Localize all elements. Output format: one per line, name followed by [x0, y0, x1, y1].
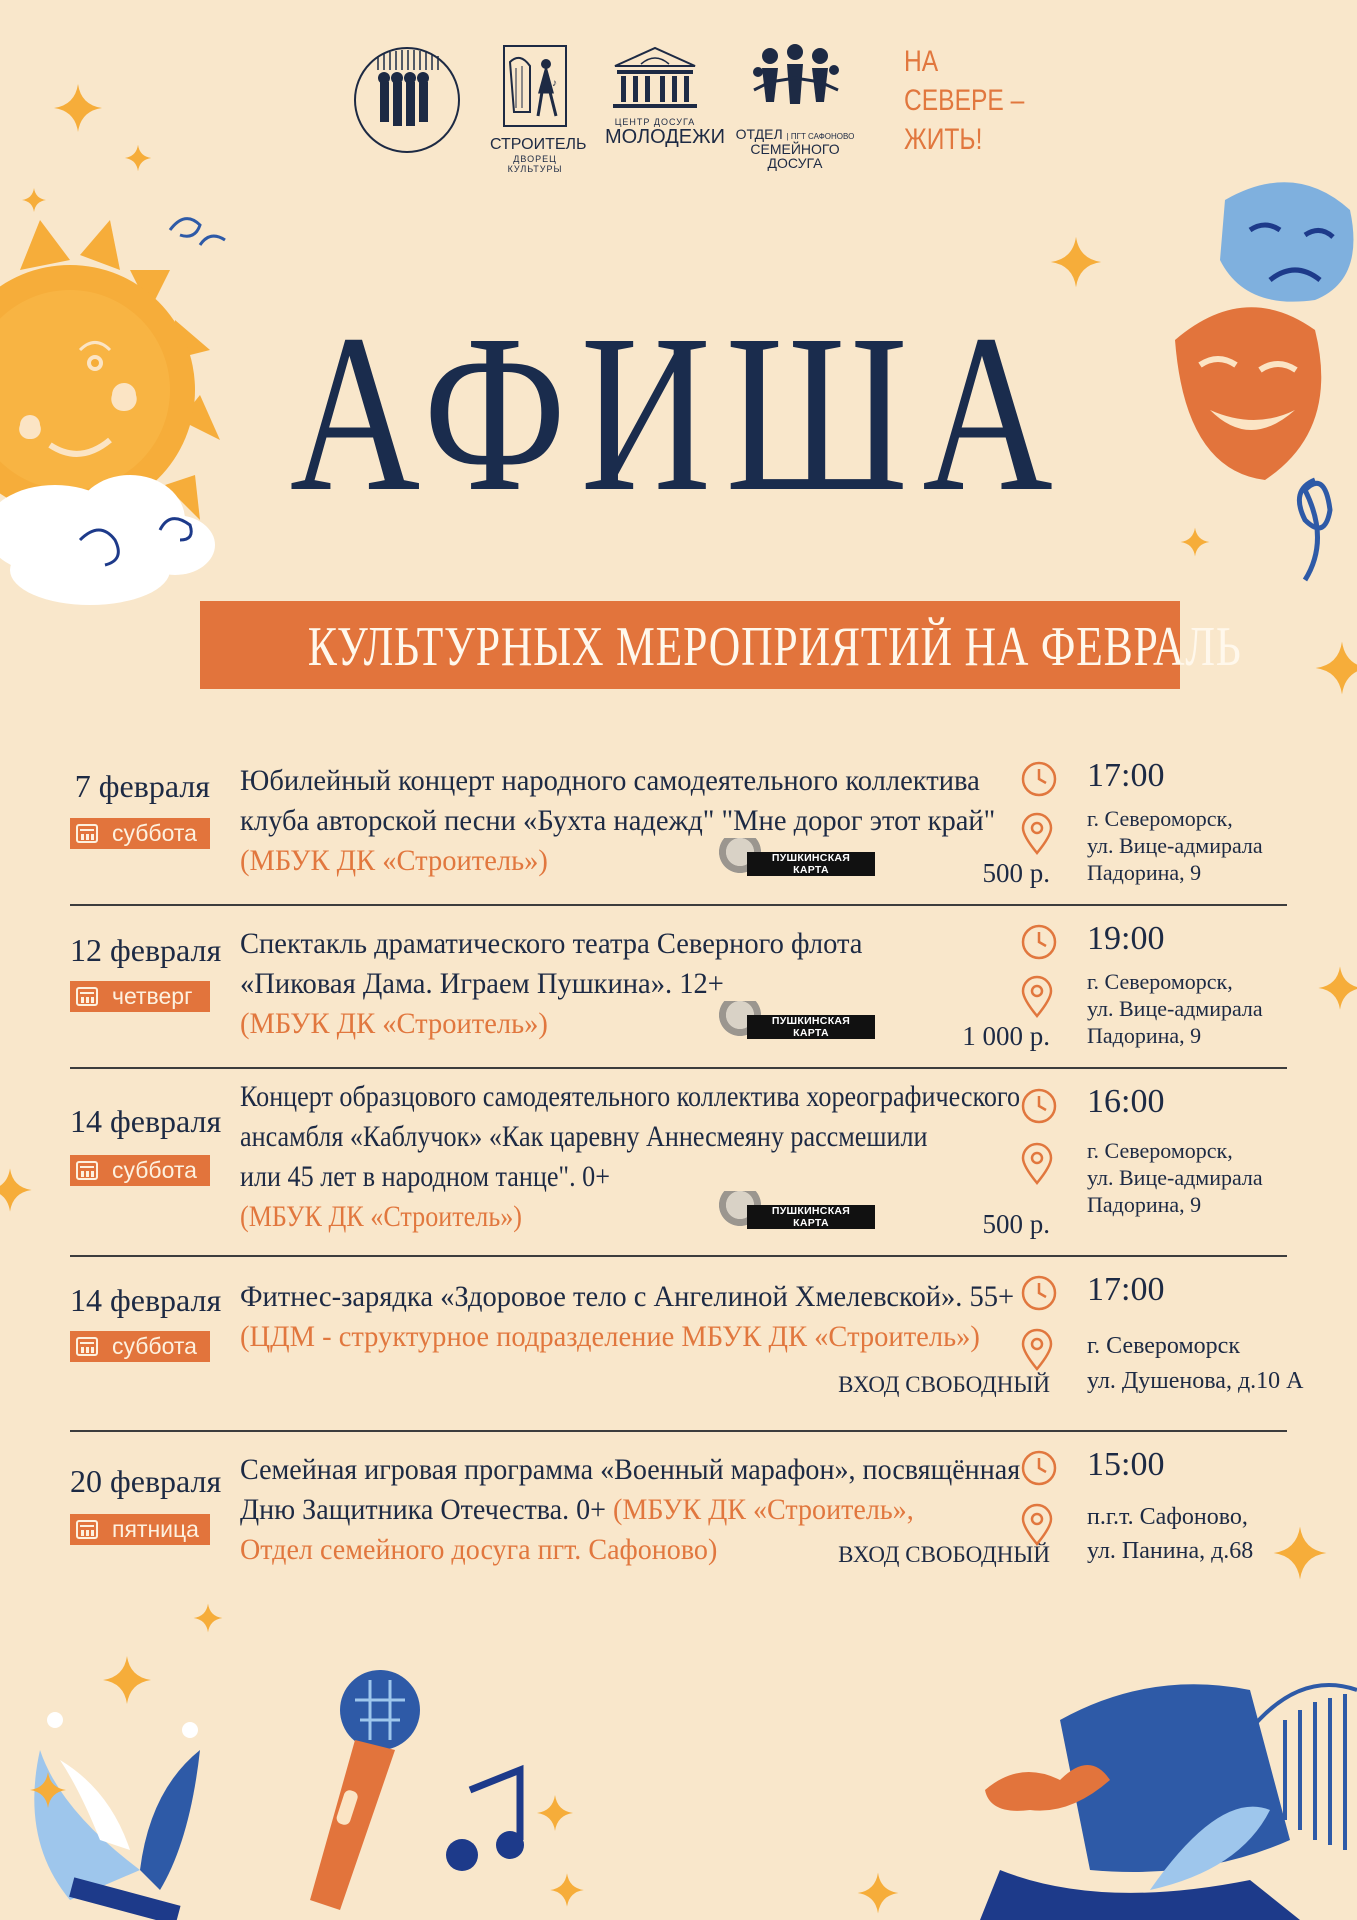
address-line: ул. Панина, д.68 — [1087, 1538, 1254, 1564]
event-weekday-badge — [70, 1514, 210, 1545]
address-line: п.г.т. Сафоново, — [1087, 1504, 1248, 1530]
event-desc-line: Фитнес-зарядка «Здоровое тело с Ангелиной Хмелевской». 55+ — [240, 1280, 1015, 1313]
pushkin-card-line-1: ПУШКИНСКАЯ — [771, 852, 851, 864]
location-pin-icon — [1020, 812, 1054, 856]
event-date: 14 февраля — [70, 1282, 222, 1318]
address-line: г. Североморск, — [1087, 1138, 1233, 1163]
event-weekday: суббота — [112, 820, 197, 846]
event-price: 1 000 р. — [962, 1021, 1050, 1051]
event-weekday: суббота — [112, 1333, 197, 1359]
pushkin-card-line-1: ПУШКИНСКАЯ — [771, 1015, 851, 1027]
event-desc-line: ансамбля «Каблучок» «Как царевну Аннесмеяну рассмешили — [240, 1120, 928, 1153]
event-weekday: четверг — [112, 983, 193, 1009]
event-organizer: (МБУК ДК «Строитель», — [613, 1493, 914, 1526]
stroitel-logo-subtitle: ДВОРЕЦ КУЛЬТУРЫ — [507, 153, 563, 174]
location-pin-icon — [1020, 1142, 1054, 1186]
clock-icon — [1020, 1087, 1058, 1125]
event-weekday-badge — [70, 818, 210, 849]
event-desc-line: Дню Защитника Отечества. 0+ — [240, 1493, 614, 1526]
event-date: 20 февраля — [70, 1463, 222, 1499]
slogan-line-3: ЖИТЬ! — [904, 123, 983, 156]
family-leisure-logo: ОТДЕЛ | ПГТ САФОНОВО СЕМЕЙНОГО ДОСУГА — [730, 42, 860, 171]
pushkin-card-line-2: КАРТА — [793, 1217, 829, 1229]
calendar-icon — [76, 1520, 98, 1539]
clock-icon — [1020, 1449, 1058, 1487]
stroitel-logo-name: СТРОИТЕЛЬ — [490, 136, 587, 153]
event-price: ВХОД СВОБОДНЫЙ — [838, 1542, 1050, 1567]
event-desc-line: Концерт образцового самодеятельного коллектива хореографического — [240, 1080, 1021, 1113]
event-divider — [70, 1255, 1287, 1257]
event-address — [1087, 1500, 1253, 1568]
event-weekday-badge — [70, 1155, 210, 1186]
event-organizer: Отдел семейного досуга пгт. Сафоново) — [240, 1533, 718, 1566]
event-address — [1087, 805, 1263, 886]
address-line: Падорина, 9 — [1087, 860, 1202, 885]
event-time: 19:00 — [1087, 920, 1165, 957]
location-pin-icon — [1020, 975, 1054, 1019]
event-weekday: суббота — [112, 1157, 197, 1183]
event-weekday-badge — [70, 1331, 210, 1362]
event-organizer: (МБУК ДК «Строитель») — [240, 844, 548, 877]
event-organizer: (МБУК ДК «Строитель») — [240, 1007, 548, 1040]
calendar-icon — [76, 1337, 98, 1356]
clock-icon — [1020, 923, 1058, 961]
slogan-line-2: СЕВЕРЕ – — [904, 84, 1025, 117]
event-desc-line: Спектакль драматического театра Северного флота — [240, 927, 863, 960]
event-divider — [70, 1430, 1287, 1432]
address-line: ул. Вице-адмирала — [1087, 833, 1263, 858]
event-divider — [70, 904, 1287, 906]
event-organizer: (ЦДМ - структурное подразделение МБУК ДК «Строитель») — [240, 1320, 980, 1353]
address-line: ул. Вице-адмирала — [1087, 996, 1263, 1021]
pushkin-card-line-2: КАРТА — [793, 864, 829, 876]
event-date: 14 февраля — [70, 1103, 222, 1139]
poster-title: АФИША — [289, 288, 1068, 538]
address-line: ул. Вице-адмирала — [1087, 1165, 1263, 1190]
event-time: 17:00 — [1087, 1271, 1165, 1308]
family-logo-line2: СЕМЕЙНОГО ДОСУГА — [750, 140, 840, 172]
subtitle-banner — [200, 601, 1242, 689]
event-date: 12 февраля — [70, 932, 222, 968]
address-line: г. Североморск, — [1087, 969, 1233, 994]
event-price: 500 р. — [982, 858, 1050, 888]
cdm-logo-top: ЦЕНТР ДОСУГА — [614, 117, 696, 127]
event-desc-line: клуба авторской песни «Бухта надежд" "Мне дорог этот край" — [240, 804, 996, 837]
pushkin-card-line-1: ПУШКИНСКАЯ — [771, 1205, 851, 1217]
poster-subtitle: КУЛЬТУРНЫХ МЕРОПРИЯТИЙ НА ФЕВРАЛЬ — [307, 616, 1242, 678]
event-desc-line: Семейная игровая программа «Военный марафон», посвящённая — [240, 1453, 1021, 1486]
address-line: г. Североморск — [1087, 1333, 1240, 1359]
event-price: ВХОД СВОБОДНЫЙ — [838, 1372, 1050, 1397]
event-divider — [70, 1067, 1287, 1069]
clock-icon — [1020, 1274, 1058, 1312]
event-organizer: (МБУК ДК «Строитель») — [240, 1200, 523, 1233]
location-pin-icon — [1020, 1503, 1054, 1547]
calendar-icon — [76, 987, 98, 1006]
event-date: 7 февраля — [74, 768, 210, 804]
event-desc-line: или 45 лет в народном танце". 0+ — [240, 1160, 610, 1193]
family-logo-side: ПГТ САФОНОВО — [790, 132, 855, 141]
event-desc-line: «Пиковая Дама. Играем Пушкина». 12+ — [240, 967, 724, 1000]
slogan-line-1: НА — [904, 45, 939, 78]
event-address — [1087, 1137, 1263, 1218]
family-logo-line1: ОТДЕЛ — [735, 126, 783, 142]
address-line: Падорина, 9 — [1087, 1023, 1202, 1048]
event-description — [240, 1277, 1020, 1357]
address-line: Падорина, 9 — [1087, 1192, 1202, 1217]
event-weekday-badge — [70, 981, 210, 1012]
clock-icon — [1020, 760, 1058, 798]
event-price: 500 р. — [982, 1209, 1050, 1239]
pushkin-card-line-2: КАРТА — [793, 1027, 829, 1039]
event-address — [1087, 968, 1263, 1049]
event-address — [1087, 1329, 1303, 1399]
event-desc-line: Юбилейный концерт народного самодеятельного коллектива — [240, 764, 980, 797]
address-line: г. Североморск, — [1087, 806, 1233, 831]
location-pin-icon — [1020, 1328, 1054, 1372]
svg-text:♪: ♪ — [552, 78, 557, 89]
calendar-icon — [76, 1161, 98, 1180]
event-time: 16:00 — [1087, 1083, 1165, 1120]
event-time: 15:00 — [1087, 1446, 1165, 1483]
event-time: 17:00 — [1087, 757, 1165, 794]
address-line: ул. Душенова, д.10 А — [1087, 1368, 1304, 1394]
calendar-icon — [76, 824, 98, 843]
event-weekday: пятница — [112, 1516, 199, 1542]
cdm-logo-name: МОЛОДЕЖИ — [605, 126, 725, 148]
